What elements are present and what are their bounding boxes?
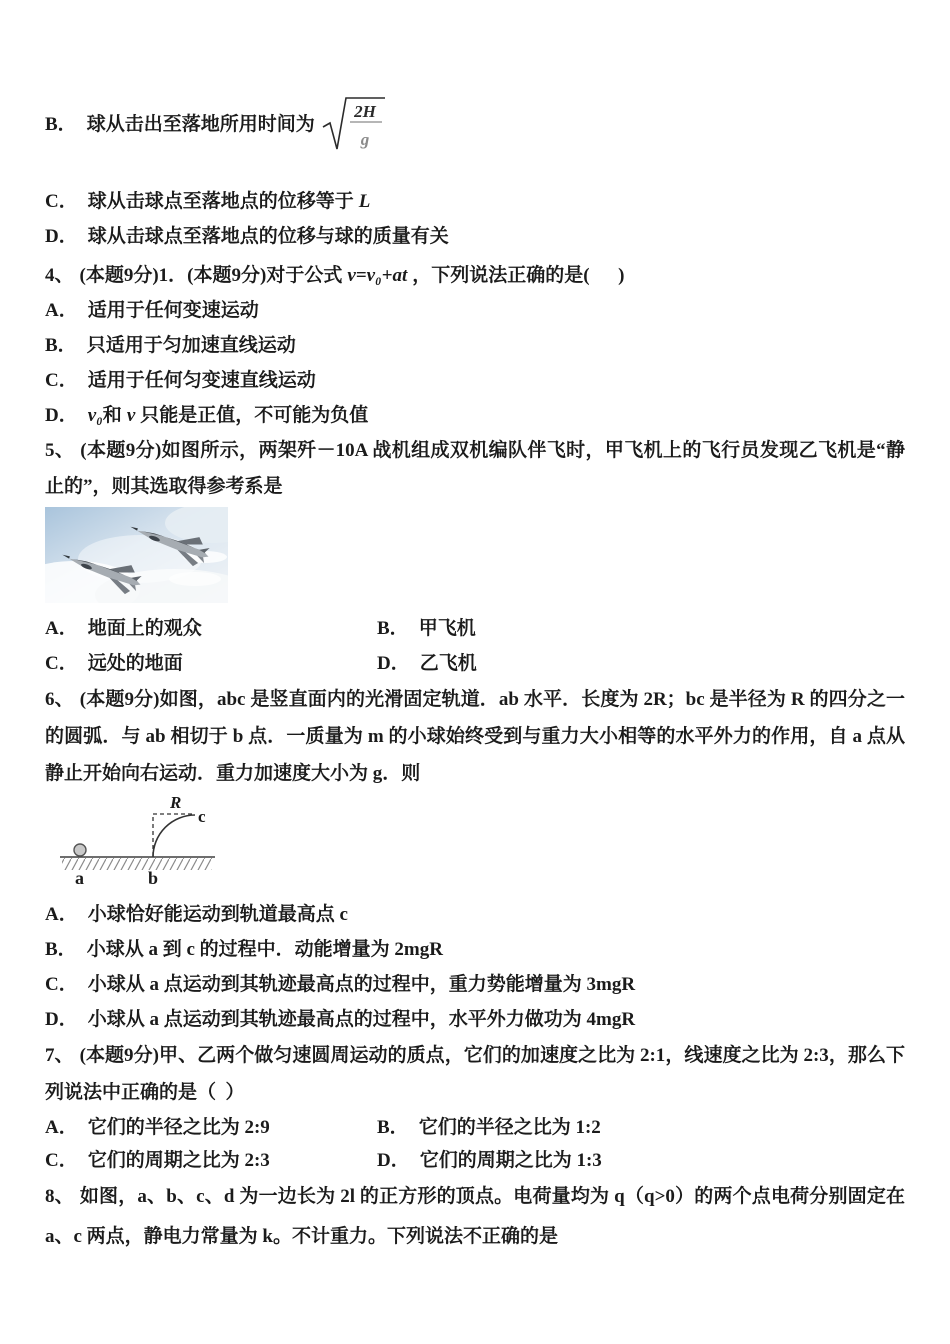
quarter-circle-track	[153, 815, 195, 857]
option-letter: C．	[45, 191, 78, 212]
label-c: c	[198, 807, 206, 826]
stem-text: 如图，a、b、c、d 为一边长为 2l 的正方形的顶点。电荷量均为 q（q>0）的两个点电荷分别固定在 a、c 两点，静电力常量为 k。不计重力。下列说法不正确的是	[45, 1186, 905, 1247]
math-symbol: v₀	[87, 405, 103, 426]
q6-track-diagram	[50, 794, 230, 889]
option-text: 球从击出至落地所用时间为	[86, 113, 315, 135]
label-a: a	[75, 868, 84, 888]
question-number: 5、	[45, 440, 75, 461]
label-R: R	[170, 794, 182, 812]
question-number: 4、	[45, 265, 74, 286]
q7-option-d: D． 它们的周期之比为 1:3	[377, 1150, 602, 1171]
q6-stem	[45, 681, 905, 792]
q6-options	[45, 897, 905, 1037]
option-letter: D．	[45, 226, 78, 247]
q7-stem	[45, 1037, 905, 1111]
q6-option-c: C． 小球从 a 点运动到其轨迹最高点的过程中，重力势能增量为 3mgR	[45, 974, 636, 995]
q5-option-c: C． 远处的地面	[45, 653, 183, 674]
q7-options	[45, 1111, 905, 1177]
question-number: 6、	[45, 689, 74, 710]
option-text: 球从击球点至落地点的位移等于	[87, 191, 354, 212]
ball	[74, 844, 86, 856]
q5-options	[45, 611, 905, 681]
q8-stem	[45, 1177, 905, 1257]
option-letter: B．	[45, 113, 77, 135]
q6-option-a: A． 小球恰好能运动到轨道最高点 c	[45, 904, 348, 925]
q4-option-a: A． 适用于任何变速运动	[45, 300, 259, 321]
q5-stem	[45, 433, 905, 505]
label-b: b	[148, 868, 159, 888]
q7-option-c: C． 它们的周期之比为 2:3	[45, 1150, 270, 1171]
q3-option-d	[45, 219, 905, 254]
q7-option-a: A． 它们的半径之比为 2:9	[45, 1117, 270, 1138]
fighter-jets-photo	[45, 507, 228, 603]
q4-option-d: D． v₀和 v 只能是正值，不可能为负值	[45, 405, 369, 426]
q6-option-b: B． 小球从 a 到 c 的过程中．动能增量为 2mgR	[45, 939, 443, 960]
option-text: 球从击球点至落地点的位移与球的质量有关	[87, 226, 449, 247]
q4-stem	[45, 258, 905, 293]
q6-option-d: D． 小球从 a 点运动到其轨迹最高点的过程中，水平外力做功为 4mgR	[45, 1009, 636, 1030]
stem-text: ，下列说法正确的是( )	[412, 265, 625, 286]
question-number: 7、	[45, 1045, 74, 1066]
question-number: 8、	[45, 1186, 74, 1207]
math-symbol: L	[358, 191, 371, 212]
math-formula: v=v₀+at	[347, 265, 408, 286]
stem-text: (本题9分)甲、乙两个做匀速圆周运动的质点，它们的加速度之比为 2:1，线速度之比为 2:3，那么下列说法中正确的是（ ）	[45, 1045, 905, 1103]
q5-option-b: B． 甲飞机	[377, 618, 476, 639]
math-symbol: v	[126, 405, 136, 426]
svg-text:2H: 2H	[353, 102, 376, 121]
q7-option-b: B． 它们的半径之比为 1:2	[377, 1117, 601, 1138]
q5-option-a: A． 地面上的观众	[45, 618, 202, 639]
q3-option-c	[45, 184, 905, 219]
svg-text:g: g	[360, 130, 369, 149]
stem-text: (本题9分)如图所示，两架歼－10A 战机组成双机编队伴飞时，甲飞机上的飞行员发现乙飞机是“静止的”，则其选取得参考系是	[45, 440, 905, 497]
stem-text: (本题9分)如图，abc 是竖直面内的光滑固定轨道．ab 水平．长度为 2R；bc 是半径为 R 的四分之一的圆弧．与 ab 相切于 b 点．一质量为 m 的小球始终受到与重力大小相等的水平外力的作用，自 a 点从静止开始向右运动．重力加速度大小为 g．则	[45, 689, 905, 784]
q3-option-b	[45, 92, 905, 156]
q4-option-c: C． 适用于任何匀变速直线运动	[45, 370, 316, 391]
ground-hatching	[62, 858, 212, 870]
stem-text: (本题9分)1．(本题9分)对于公式	[79, 265, 343, 286]
q4-option-b: B． 只适用于匀加速直线运动	[45, 335, 296, 356]
q5-option-d: D． 乙飞机	[377, 653, 477, 674]
sqrt-2H-over-g-formula	[321, 93, 387, 155]
